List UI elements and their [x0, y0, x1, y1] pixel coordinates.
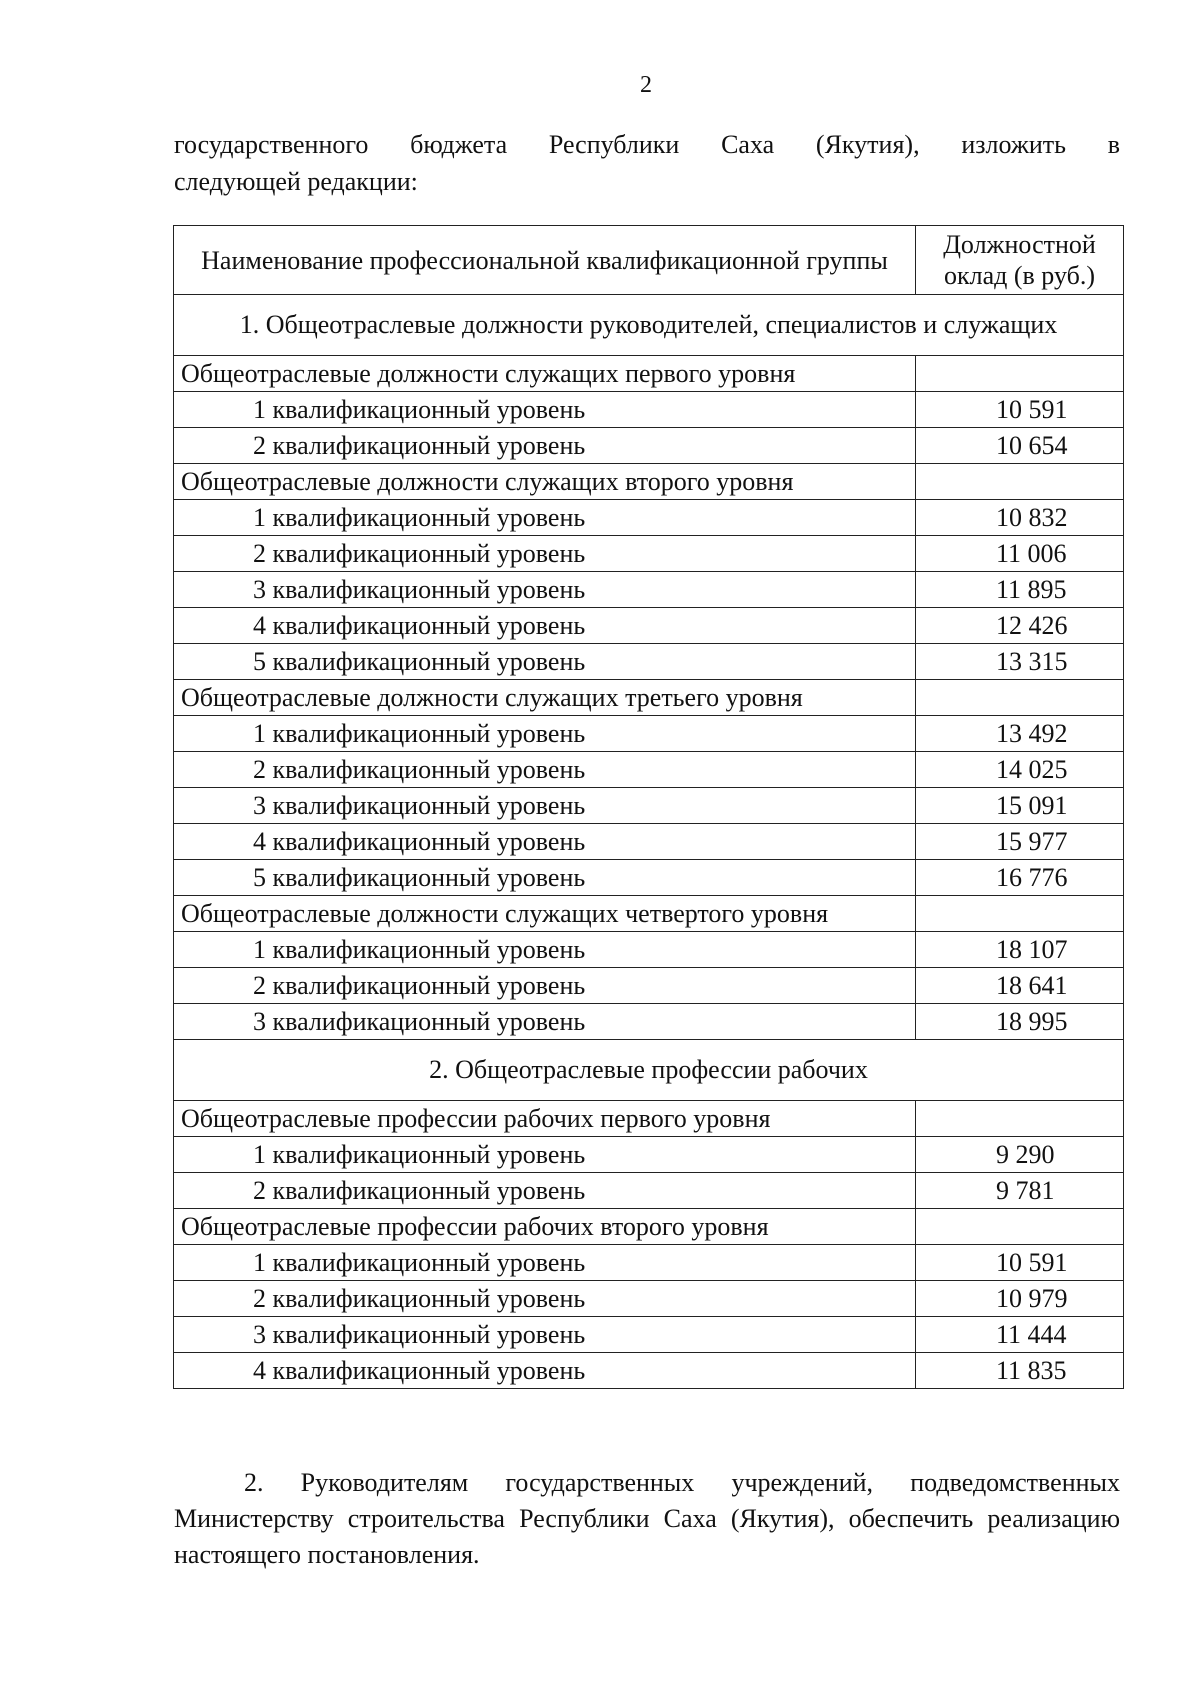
group-row	[174, 896, 1124, 932]
group-salary-empty	[916, 464, 1124, 500]
table-row	[174, 1137, 1124, 1173]
group-salary-empty	[916, 1209, 1124, 1245]
intro-paragraph	[174, 126, 1120, 200]
table-row	[174, 536, 1124, 572]
table-row	[174, 1173, 1124, 1209]
level-salary: 11 895	[916, 572, 1124, 608]
group-name: Общеотраслевые должности служащих четвертого уровня	[174, 896, 916, 932]
closing-paragraph	[174, 1465, 1120, 1573]
level-salary: 9 290	[916, 1137, 1124, 1173]
intro-line-2: следующей редакции:	[174, 167, 418, 196]
level-salary: 18 641	[916, 968, 1124, 1004]
level-label: 4 квалификационный уровень	[174, 1353, 916, 1389]
level-label: 1 квалификационный уровень	[174, 500, 916, 536]
level-salary: 10 832	[916, 500, 1124, 536]
section-row	[174, 1040, 1124, 1101]
group-name: Общеотраслевые профессии рабочих первого уровня	[174, 1101, 916, 1137]
level-salary: 11 444	[916, 1317, 1124, 1353]
table-row	[174, 752, 1124, 788]
level-salary: 15 977	[916, 824, 1124, 860]
table-row	[174, 716, 1124, 752]
group-salary-empty	[916, 1101, 1124, 1137]
table-row	[174, 1245, 1124, 1281]
table-row	[174, 824, 1124, 860]
table-row	[174, 1004, 1124, 1040]
table-header-row	[174, 226, 1124, 295]
level-salary: 14 025	[916, 752, 1124, 788]
level-label: 2 квалификационный уровень	[174, 968, 916, 1004]
table-row	[174, 500, 1124, 536]
group-salary-empty	[916, 680, 1124, 716]
level-salary: 16 776	[916, 860, 1124, 896]
table-row	[174, 968, 1124, 1004]
group-salary-empty	[916, 896, 1124, 932]
level-label: 1 квалификационный уровень	[174, 932, 916, 968]
level-salary: 18 107	[916, 932, 1124, 968]
level-salary: 10 591	[916, 1245, 1124, 1281]
level-salary: 10 979	[916, 1281, 1124, 1317]
level-salary: 11 006	[916, 536, 1124, 572]
section-row	[174, 295, 1124, 356]
section-title: 2. Общеотраслевые профессии рабочих	[174, 1040, 1124, 1101]
table-row	[174, 1317, 1124, 1353]
level-salary: 12 426	[916, 608, 1124, 644]
level-label: 3 квалификационный уровень	[174, 1317, 916, 1353]
group-name: Общеотраслевые должности служащих второго уровня	[174, 464, 916, 500]
level-label: 1 квалификационный уровень	[174, 392, 916, 428]
table-row	[174, 788, 1124, 824]
table-body	[174, 295, 1124, 1389]
level-label: 2 квалификационный уровень	[174, 752, 916, 788]
level-label: 3 квалификационный уровень	[174, 788, 916, 824]
level-label: 1 квалификационный уровень	[174, 1137, 916, 1173]
group-row	[174, 1101, 1124, 1137]
level-salary: 9 781	[916, 1173, 1124, 1209]
level-label: 3 квалификационный уровень	[174, 572, 916, 608]
level-label: 2 квалификационный уровень	[174, 428, 916, 464]
table-row	[174, 860, 1124, 896]
level-label: 1 квалификационный уровень	[174, 1245, 916, 1281]
section-title: 1. Общеотраслевые должности руководителей, специалистов и служащих	[174, 295, 1124, 356]
group-name: Общеотраслевые профессии рабочих второго уровня	[174, 1209, 916, 1245]
salary-table	[173, 225, 1124, 1389]
table-row	[174, 428, 1124, 464]
level-salary: 13 315	[916, 644, 1124, 680]
page-number: 2	[640, 72, 652, 98]
level-label: 5 квалификационный уровень	[174, 860, 916, 896]
level-salary: 13 492	[916, 716, 1124, 752]
level-salary: 15 091	[916, 788, 1124, 824]
level-salary: 10 654	[916, 428, 1124, 464]
level-label: 2 квалификационный уровень	[174, 1281, 916, 1317]
group-salary-empty	[916, 356, 1124, 392]
level-salary: 18 995	[916, 1004, 1124, 1040]
header-group-name: Наименование профессиональной квалификационной группы	[174, 226, 916, 295]
table-row	[174, 644, 1124, 680]
table-row	[174, 608, 1124, 644]
group-row	[174, 356, 1124, 392]
level-label: 1 квалификационный уровень	[174, 716, 916, 752]
table-row	[174, 392, 1124, 428]
level-salary: 11 835	[916, 1353, 1124, 1389]
level-label: 5 квалификационный уровень	[174, 644, 916, 680]
closing-text: 2. Руководителям государственных учреждений, подведомственных Министерству строительства Республики Саха (Якутия), обеспечить реализацию настоящего постановления.	[174, 1468, 1120, 1569]
intro-line-1: государственного бюджета Республики Саха (Якутия), изложить в	[174, 130, 1120, 159]
group-row	[174, 680, 1124, 716]
group-name: Общеотраслевые должности служащих первого уровня	[174, 356, 916, 392]
header-salary: Должностной оклад (в руб.)	[916, 226, 1124, 295]
group-name: Общеотраслевые должности служащих третьего уровня	[174, 680, 916, 716]
level-label: 4 квалификационный уровень	[174, 608, 916, 644]
group-row	[174, 464, 1124, 500]
table-row	[174, 932, 1124, 968]
level-label: 3 квалификационный уровень	[174, 1004, 916, 1040]
level-label: 2 квалификационный уровень	[174, 536, 916, 572]
table-row	[174, 572, 1124, 608]
table-row	[174, 1353, 1124, 1389]
table-row	[174, 1281, 1124, 1317]
level-salary: 10 591	[916, 392, 1124, 428]
group-row	[174, 1209, 1124, 1245]
level-label: 2 квалификационный уровень	[174, 1173, 916, 1209]
level-label: 4 квалификационный уровень	[174, 824, 916, 860]
